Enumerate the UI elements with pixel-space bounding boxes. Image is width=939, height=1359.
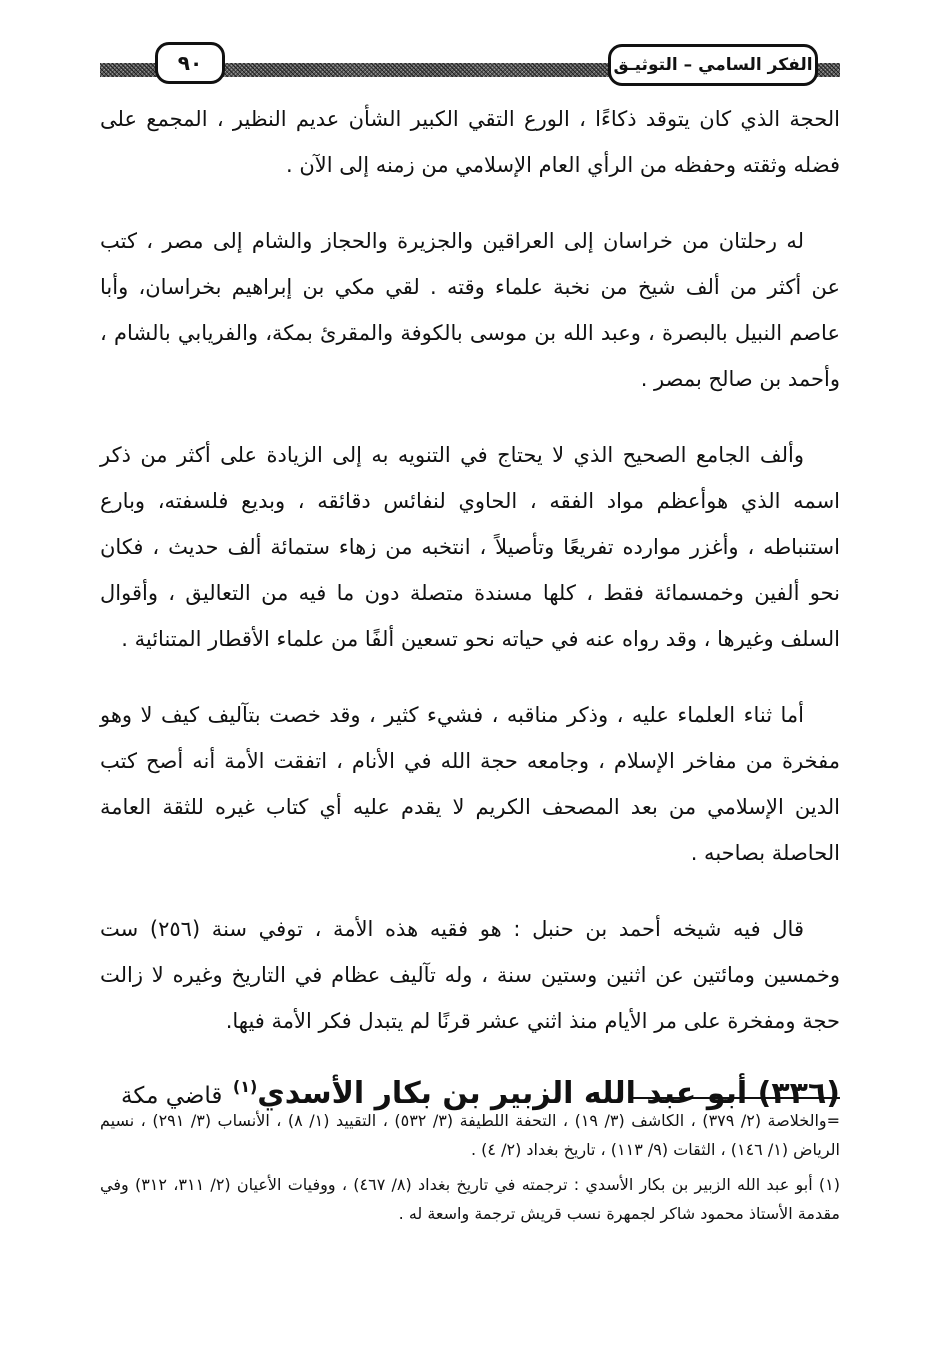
- running-header-title: [608, 44, 818, 86]
- page-number-box: [155, 42, 225, 84]
- paragraph-3: وألف الجامع الصحيح الذي لا يحتاج في التنويه به إلى الزيادة على أكثر من ذكر اسمه الذي هوأعظم مواد الفقه ، الحاوي لنفائس دقائقه ، وبديع فلسفته، وبارع استنباطه ، وأغزر موارده تفريعًا وتأصيلاً ، انتخبه من زهاء ستمائة ألف حديث ، فكان نحو ألفين وخمسمائة فقط ، كلها مسندة متصلة دون ما فيه من التعاليق ، وأقوال السلف وغيرها ، وقد رواه عنه في حياته نحو تسعين ألفًا من علماء الأقطار المتنائية .: [100, 443, 840, 651]
- paragraph-4: أما ثناء العلماء عليه ، وذكر مناقبه ، فشيء كثير ، وقد خصت بتآليف كيف لا وهو مفخرة من مفاخر الإسلام ، وجامعه حجة الله في الأنام ، اتفقت الأمة أنه أصح كتب الدين الإسلامي من بعد المصحف الكريم لا يقدم عليه أي كتاب غيره للثقة العامة الحاصلة بصاحبه .: [100, 703, 840, 865]
- footnote-1: (١) أبو عبد الله الزبير بن بكار الأسدي : ترجمته في تاريخ بغداد (٨/ ٤٦٧) ، ووفيات الأعيان (٢/ ٣١١، ٣١٢) وفي مقدمة الأستاذ محمود شاكر لجمهرة نسب قريش ترجمة واسعة له .: [100, 1175, 841, 1223]
- footnote-continued: =والخلاصة (٢/ ٣٧٩) ، الكاشف (٣/ ١٩) ، التحفة اللطيفة (٣/ ٥٣٢) ، التقييد (١/ ٨) ، الأنساب (٣/ ٢٩١) ، نسيم الرياض (١/ ١٤٦) ، الثقات (٩/ ١١٣) ، تاريخ بغداد (٢/ ٤) .: [100, 1111, 841, 1159]
- footnote-separator: [630, 1097, 840, 1099]
- page-body: [100, 96, 840, 1121]
- running-header-text: الفكر السامي – التوثيـق: [613, 55, 813, 75]
- entry-title: (٣٣٦) أبو عبد الله الزبير بن بكار الأسدي: [257, 1076, 840, 1111]
- page-number: ٩٠: [177, 51, 203, 75]
- paragraph-5: قال فيه شيخه أحمد بن حنبل : هو فقيه هذه الأمة ، توفي سنة (٢٥٦) ست وخمسين ومائتين عن اثنين وستين سنة ، وله تآليف عظام في التاريخ وغيره لا زالت حجة ومفخرة على مر الأيام منذ اثني عشر قرنًا لم يتبدل فكر الأمة فيها.: [100, 917, 840, 1033]
- entry-tail: قاضي مكة: [121, 1083, 223, 1109]
- footnotes: [100, 1106, 840, 1234]
- paragraph-2: له رحلتان من خراسان إلى العراقين والجزيرة والحجاز والشام إلى مصر ، كتب عن أكثر من ألف شيخ من نخبة علماء وقته . لقي مكي بن إبراهيم بخراسان، وأبا عاصم النبيل بالبصرة ، وعبد الله بن موسى بالكوفة والمقرئ بمكة، والفريابي بالشام ، وأحمد بن صالح بمصر .: [100, 229, 840, 391]
- paragraph-1: الحجة الذي كان يتوقد ذكاءًا ، الورع التقي الكبير الشأن عديم النظير ، المجمع على فضله وثقته وحفظه من الرأي العام الإسلامي من زمنه إلى الآن .: [100, 107, 840, 177]
- footnote-marker: (١): [232, 1077, 258, 1096]
